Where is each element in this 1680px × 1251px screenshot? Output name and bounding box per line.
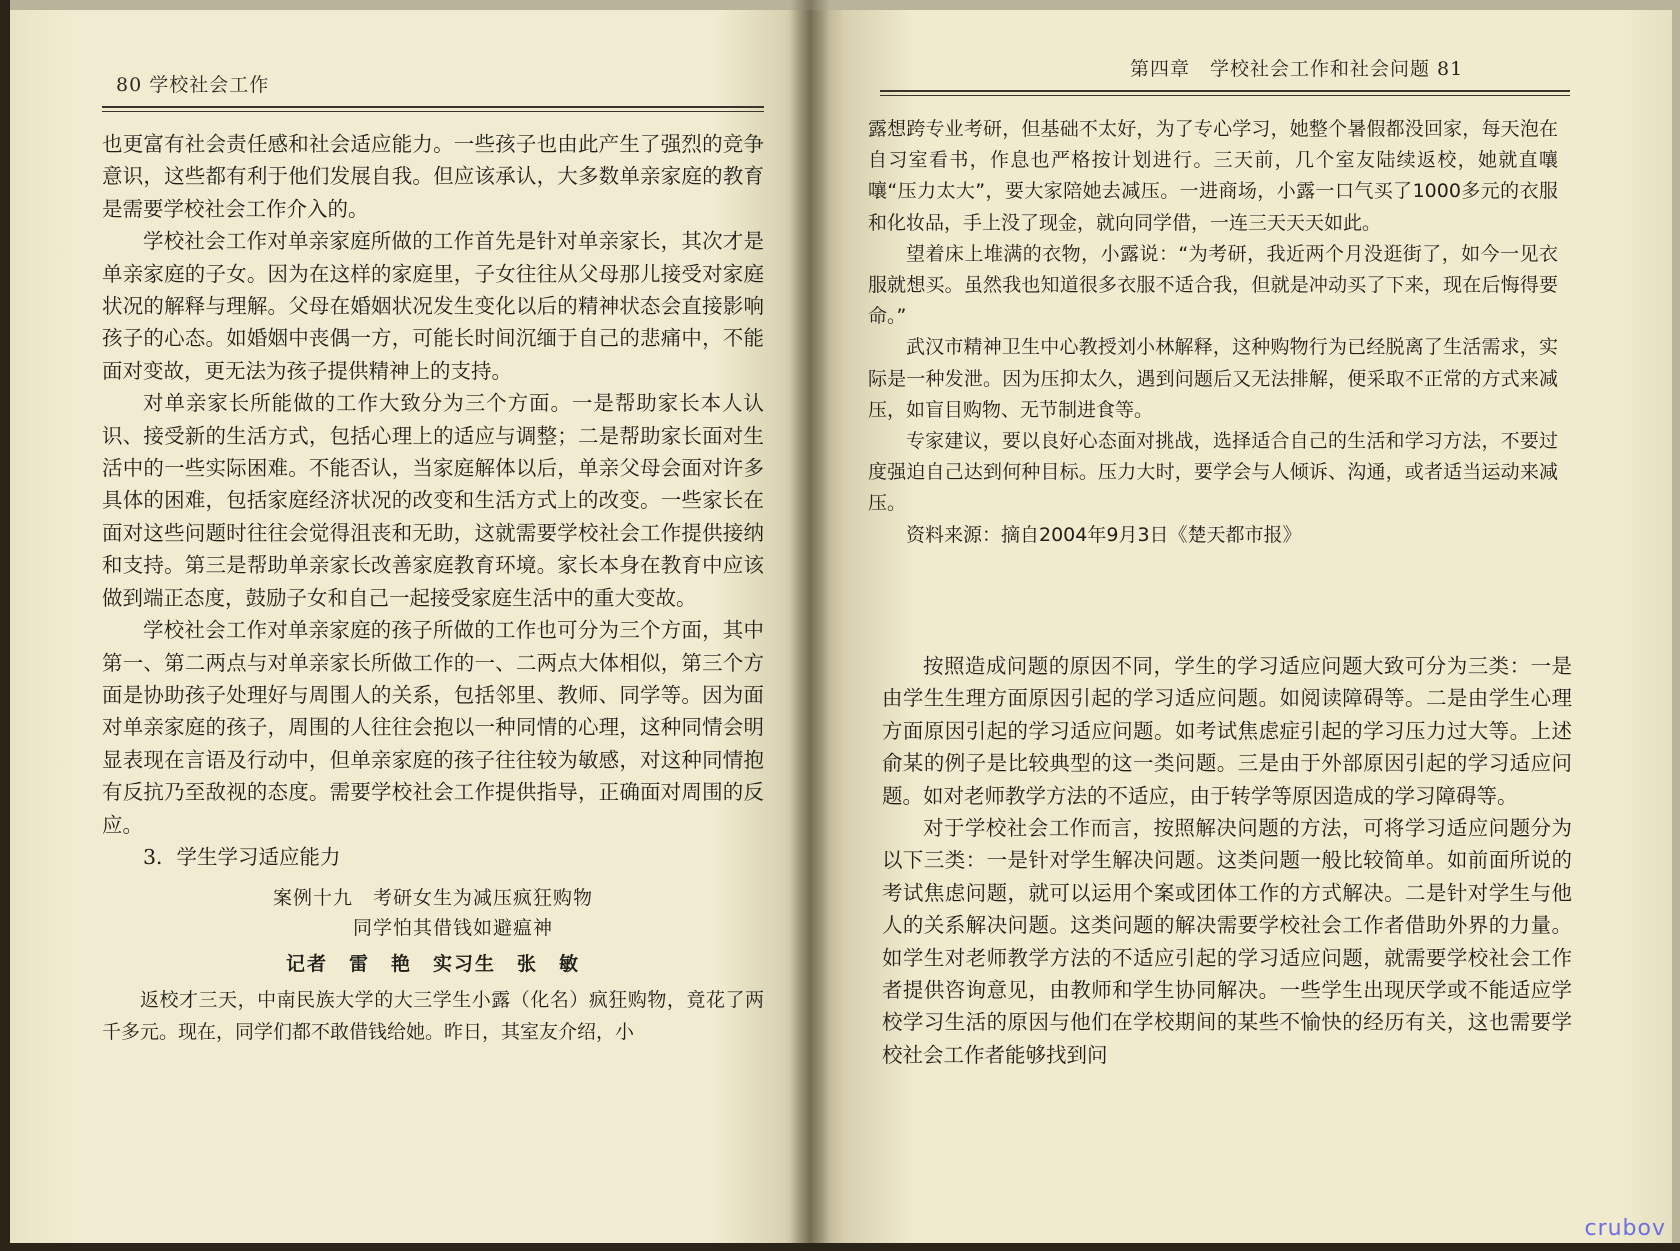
left-page-header: 80 学校社会工作 [116, 74, 270, 96]
left-header-rule [102, 106, 764, 108]
case-paragraph-quote: 望着床上堆满的衣物，小露说：“为考研，我近两个月没逛街了，如今一见衣服就想买。虽然我也知道很多衣服不适合我，但就是冲动买了下来，现在后悔得要命。” [868, 242, 1558, 328]
book-edge-left [0, 0, 10, 1251]
case-paragraph-advice: 专家建议，要以良好心态面对挑战，选择适合自己的生活和学习方法，不要过度强迫自己达到何种目标。压力大时，要学会与人倾诉、沟通，或者适当运动来减压。 [868, 430, 1558, 515]
left-paragraph-1: 也更富有社会责任感和社会适应能力。一些孩子也由此产生了强烈的竞争意识，这些都有利于他们发展自我。但应该承认，大多数单亲家庭的教育是需要学校社会工作介入的。 [102, 132, 764, 221]
book-edge-bottom [0, 1243, 1680, 1251]
case-source: 资料来源：摘自2004年9月3日《楚天都市报》 [906, 523, 1302, 546]
right-paragraph-1: 按照造成问题的原因不同，学生的学习适应问题大致可分为三类：一是由学生生理方面原因引起的学习适应问题。如阅读障碍等。二是由学生心理方面原因引起的学习适应问题。如考试焦虑症引起的学习压力过大等。上述俞某的例子是比较典型的这一类问题。三是由于外部原因引起的学习适应问题。如对老师教学方法的不适应，由于转学等原因造成的学习障碍等。 [882, 654, 1572, 808]
right-page-body [882, 650, 1572, 1071]
case-reporter: 记者 雷 艳 实习生 张 敏 [285, 953, 580, 976]
right-page-case-body [868, 114, 1558, 551]
book-gutter [790, 0, 830, 1251]
section-heading: 3．学生学习适应能力 [143, 844, 341, 869]
case-paragraph-expert: 武汉市精神卫生中心教授刘小林解释，这种购物行为已经脱离了生活需求，实际是一种发泄。因为压抑太久，遇到问题后又无法排解，便采取不正常的方式来减压，如盲目购物、无节制进食等。 [868, 336, 1558, 421]
case-title-line-1: 案例十九 考研女生为减压疯狂购物 [272, 887, 593, 910]
right-page-header: 第四章 学校社会工作和社会问题 81 [1130, 58, 1464, 80]
right-page [810, 10, 1672, 1243]
right-paragraph-2: 对于学校社会工作而言，按照解决问题的方法，可将学习适应问题分为以下三类：一是针对学生解决问题。这类问题一般比较简单。如前面所说的考试焦虑问题，就可以运用个案或团体工作的方式解决。二是针对学生与他人的关系解决问题。这类问题的解决需要学校社会工作者借助外界的力量。如学生对老师教学方法的不适应引起的学习适应问题，就需要学校社会工作者提供咨询意见，由教师和学生协同解决。一些学生出现厌学或不能适应学校学习生活的原因与他们在学校期间的某些不愉快的经历有关，这也需要学校社会工作者能够找到问 [882, 816, 1572, 1067]
watermark: crubov [1584, 1216, 1666, 1241]
right-header-rule [880, 90, 1570, 92]
case-paragraph-start: 返校才三天，中南民族大学的大三学生小露（化名）疯狂购物，竟花了两千多元。现在，同学们都不敢借钱给她。昨日，其室友介绍，小 [102, 989, 764, 1043]
left-paragraph-3: 对单亲家长所能做的工作大致分为三个方面。一是帮助家长本人认识、接受新的生活方式，包括心理上的适应与调整；二是帮助家长面对生活中的一些实际困难。不能否认，当家庭解体以后，单亲父母会面对许多具体的困难，包括家庭经济状况的改变和生活方式上的改变。一些家长在面对这些问题时往往会觉得沮丧和无助，这就需要学校社会工作提供接纳和支持。第三是帮助单亲家长改善家庭教育环境。家长本身在教育中应该做到端正态度，鼓励子女和自己一起接受家庭生活中的重大变故。 [102, 391, 764, 610]
case-paragraph-continued: 露想跨专业考研，但基础不太好，为了专心学习，她整个暑假都没回家，每天泡在自习室看书，作息也严格按计划进行。三天前，几个室友陆续返校，她就直嚷嚷“压力太大”，要大家陪她去减压。一进商场，小露一口气买了1000多元的衣服和化妆品，手上没了现金，就向同学借，一连三天天天如此。 [868, 118, 1558, 234]
left-paragraph-4: 学校社会工作对单亲家庭的孩子所做的工作也可分为三个方面，其中第一、第二两点与对单亲家长所做工作的一、二两点大体相似，第三个方面是协助孩子处理好与周围人的关系，包括邻里、教师、同学等。因为面对单亲家庭的孩子，周围的人往往会抱以一种同情的心理，这种同情会明显表现在言语及行动中，但单亲家庭的孩子往往较为敏感，对这种同情抱有反抗乃至敌视的态度。需要学校社会工作提供指导，正确面对周围的反应。 [102, 618, 764, 837]
case-title-line-2: 同学怕其借钱如避瘟神 [352, 917, 553, 940]
left-page-body [102, 128, 764, 1048]
left-page [10, 10, 810, 1243]
left-paragraph-2: 学校社会工作对单亲家庭所做的工作首先是针对单亲家长，其次才是单亲家庭的子女。因为在这样的家庭里，子女往往从父母那儿接受对家庭状况的解释与理解。父母在婚姻状况发生变化以后的精神状态会直接影响孩子的心态。如婚姻中丧偶一方，可能长时间沉缅于自己的悲痛中，不能面对变故，更无法为孩子提供精神上的支持。 [102, 229, 764, 383]
